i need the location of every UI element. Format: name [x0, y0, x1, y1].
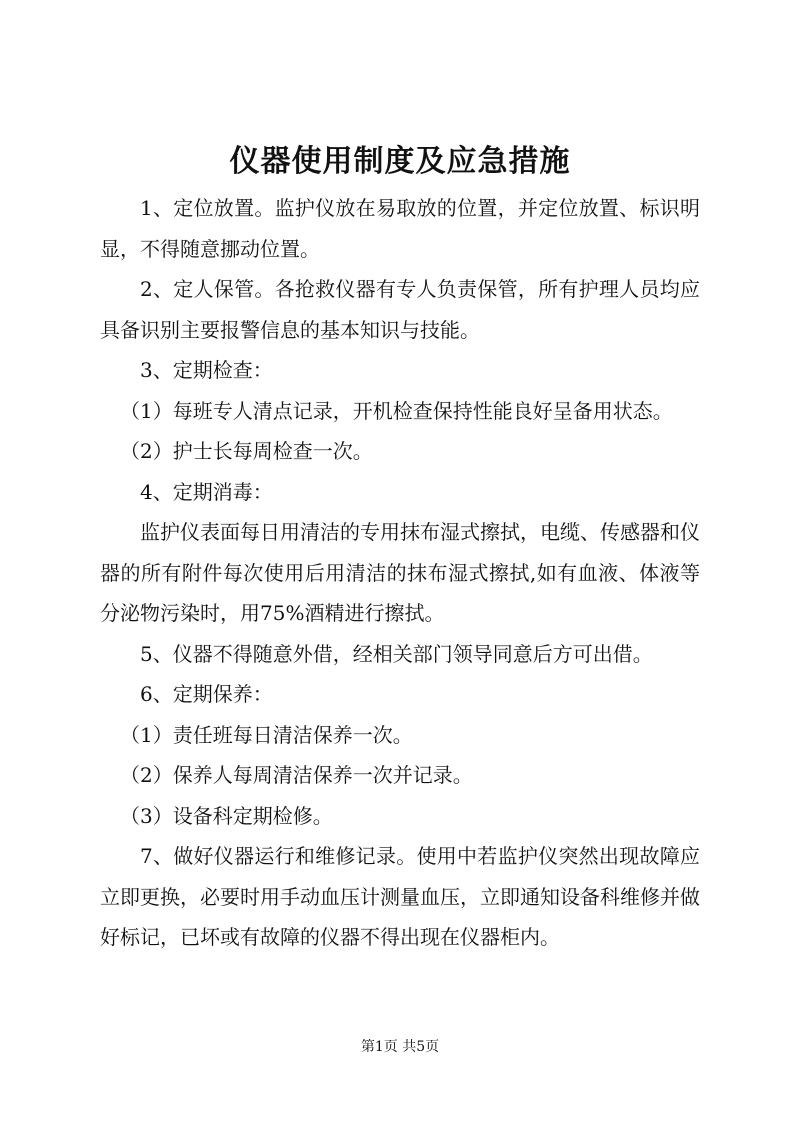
- paragraph-3: 3、定期检查：: [140, 358, 273, 382]
- paragraph-6-item-1: （1）责任班每日清洁保养一次。: [120, 722, 413, 747]
- paragraph-7: 7、做好仪器运行和维修记录。使用中若监护仪突然出现故障应立即更换，必要时用手动血压计测量血压，立即通知设备科维修并做好标记，已坏或有故障的仪器不得出现在仪器柜内。: [100, 844, 700, 949]
- paragraph-1: 1、定位放置。监护仪放在易取放的位置，并定位放置、标识明显，不得随意挪动位置。: [100, 196, 700, 261]
- paragraph-3-item-1: （1）每班专人清点记录，开机检查保持性能良好呈备用状态。: [120, 398, 673, 423]
- paragraph-6-item-2: （2）保养人每周清洁保养一次并记录。: [120, 763, 473, 787]
- paragraph-4: 4、定期消毒：: [140, 479, 273, 504]
- page-number-footer: 第1页 共5页: [360, 1039, 440, 1055]
- paragraph-2: 2、定人保管。各抢救仪器有专人负责保管，所有护理人员均应具备识别主要报警信息的基本知识与技能。: [100, 277, 700, 342]
- paragraph-3-item-2: （2）护士长每周检查一次。: [120, 439, 373, 463]
- document-body: [100, 188, 700, 958]
- paragraph-5: 5、仪器不得随意外借，经相关部门领导同意后方可出借。: [140, 641, 653, 666]
- paragraph-6: 6、定期保养：: [140, 682, 273, 706]
- document-title: 仪器使用制度及应急措施: [229, 144, 571, 179]
- paragraph-4-detail: 监护仪表面每日用清洁的专用抹布湿式擦拭，电缆、传感器和仪器的所有附件每次使用后用清洁的抹布湿式擦拭,如有血液、体液等分泌物污染时，用75%酒精进行擦拭。: [100, 520, 700, 625]
- paragraph-6-item-3: （3）设备科定期检修。: [120, 803, 333, 828]
